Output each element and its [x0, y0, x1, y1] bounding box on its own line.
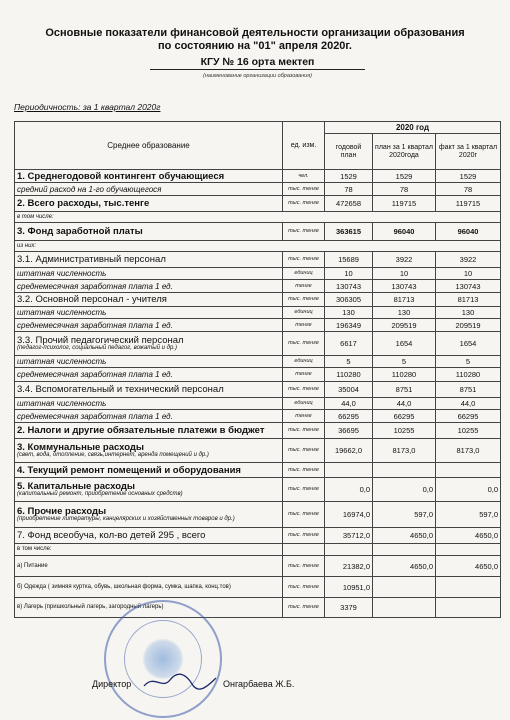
- row-annual-plan: 472658: [325, 196, 373, 212]
- row-q1-fact: 10255: [436, 423, 501, 439]
- row-q1-fact: 0,0: [436, 478, 501, 502]
- row-q1-plan: 1654: [373, 332, 436, 356]
- row-unit: тыс. тенге: [283, 528, 325, 544]
- row-annual-plan: 35712,0: [325, 528, 373, 544]
- row-annual-plan: 10: [325, 268, 373, 280]
- row-label: штатная численность: [15, 307, 283, 319]
- organization-name: КГУ № 16 орта мектеп: [150, 56, 365, 70]
- director-signature: [140, 670, 220, 692]
- row-q1-fact: [436, 463, 501, 478]
- row-label: [15, 439, 283, 463]
- row-label: штатная численность: [15, 268, 283, 280]
- header-education-type: Среднее образование: [15, 122, 283, 170]
- row-label-main: 3. Коммунальные расходы: [17, 441, 145, 453]
- row-q1-plan: 66295: [373, 410, 436, 423]
- row-annual-plan: 3379: [325, 598, 373, 618]
- row-q1-plan: 44,0: [373, 398, 436, 410]
- row-q1-plan: 597,0: [373, 502, 436, 528]
- header-annual-plan: годовой план: [325, 134, 373, 170]
- row-unit: чел.: [283, 170, 325, 183]
- row-unit: тенге: [283, 319, 325, 332]
- row-annual-plan: 36695: [325, 423, 373, 439]
- row-q1-fact: 8173,0: [436, 439, 501, 463]
- table-row: [15, 252, 501, 268]
- row-q1-fact: 66295: [436, 410, 501, 423]
- row-q1-fact: 1654: [436, 332, 501, 356]
- row-annual-plan: 16974,0: [325, 502, 373, 528]
- table-row: [15, 196, 501, 212]
- row-q1-fact: 4650,0: [436, 528, 501, 544]
- row-q1-plan: 5: [373, 356, 436, 368]
- row-label: а) Питание: [15, 556, 283, 577]
- row-annual-plan: 130743: [325, 280, 373, 293]
- row-annual-plan: 130: [325, 307, 373, 319]
- row-annual-plan: 1529: [325, 170, 373, 183]
- table-row: [15, 268, 501, 280]
- official-seal: [104, 600, 222, 718]
- row-unit: тыс. тенге: [283, 463, 325, 478]
- row-annual-plan: 15689: [325, 252, 373, 268]
- table-row: [15, 223, 501, 241]
- director-name: Онгарбаева Ж.Б.: [223, 679, 295, 689]
- row-label: среднемесячная заработная плата 1 ед.: [15, 368, 283, 382]
- row-q1-fact: 8751: [436, 382, 501, 398]
- row-unit: тыс. тенге: [283, 332, 325, 356]
- row-unit: единиц: [283, 356, 325, 368]
- row-q1-fact: 96040: [436, 223, 501, 241]
- director-label: Директор: [92, 679, 132, 689]
- row-q1-plan: 78: [373, 183, 436, 196]
- row-unit: тыс. тенге: [283, 577, 325, 598]
- row-q1-fact: 78: [436, 183, 501, 196]
- row-q1-plan: 0,0: [373, 478, 436, 502]
- row-q1-fact: 81713: [436, 293, 501, 307]
- row-label: 2. Налоги и другие обязательные платежи в бюджет: [15, 423, 283, 439]
- row-q1-fact: 130: [436, 307, 501, 319]
- row-q1-plan: 130743: [373, 280, 436, 293]
- row-annual-plan: 6617: [325, 332, 373, 356]
- row-unit: тыс. тенге: [283, 478, 325, 502]
- row-label-main: 3.3. Прочий педагогический персонал: [17, 334, 184, 346]
- row-q1-plan: 81713: [373, 293, 436, 307]
- table-row: [15, 382, 501, 398]
- row-unit: тыс. тенге: [283, 293, 325, 307]
- row-annual-plan: 66295: [325, 410, 373, 423]
- row-unit: тыс. тенге: [283, 196, 325, 212]
- row-q1-fact: 3922: [436, 252, 501, 268]
- row-annual-plan: 363615: [325, 223, 373, 241]
- table-row: [15, 241, 501, 252]
- row-q1-plan: [373, 577, 436, 598]
- table-row: [15, 170, 501, 183]
- row-annual-plan: 78: [325, 183, 373, 196]
- header-year: 2020 год: [325, 122, 501, 134]
- row-q1-fact: 209519: [436, 319, 501, 332]
- table-row: [15, 502, 501, 528]
- row-q1-plan: [373, 463, 436, 478]
- document-title-line1: Основные показатели финансовой деятельности организации образования: [45, 27, 465, 39]
- row-label: в) Лагерь (пришкольный лагерь, загородный лагерь): [15, 598, 283, 618]
- row-label: из них:: [15, 241, 501, 252]
- row-q1-fact: 119715: [436, 196, 501, 212]
- table-row: [15, 332, 501, 356]
- row-unit: тыс. тенге: [283, 598, 325, 618]
- row-label-sub: (капитальный ремонт, приобретение основных средств): [17, 490, 183, 497]
- row-label: 3.1. Административный персонал: [15, 252, 283, 268]
- row-q1-plan: 130: [373, 307, 436, 319]
- row-q1-plan: [373, 598, 436, 618]
- row-annual-plan: 196349: [325, 319, 373, 332]
- row-label: штатная численность: [15, 398, 283, 410]
- row-annual-plan: 35004: [325, 382, 373, 398]
- header-q1-fact: факт за 1 квартал 2020г: [436, 134, 501, 170]
- row-label: [15, 502, 283, 528]
- row-unit: тыс. тенге: [283, 252, 325, 268]
- row-q1-fact: 5: [436, 356, 501, 368]
- row-annual-plan: 19662,0: [325, 439, 373, 463]
- row-label: среднемесячная заработная плата 1 ед.: [15, 410, 283, 423]
- row-unit: единиц: [283, 268, 325, 280]
- table-row: [15, 368, 501, 382]
- row-annual-plan: 0,0: [325, 478, 373, 502]
- row-label-sub: (свет, вода, отопление, связь,интернет, аренда помещений и др.): [17, 451, 209, 458]
- row-annual-plan: 21382,0: [325, 556, 373, 577]
- row-unit: [283, 544, 325, 556]
- row-q1-plan: 10255: [373, 423, 436, 439]
- row-q1-plan: 8751: [373, 382, 436, 398]
- row-q1-plan: 4650,0: [373, 556, 436, 577]
- row-unit: единиц: [283, 307, 325, 319]
- table-row: [15, 439, 501, 463]
- document-title-line2: по состоянию на "01" апреля 2020г.: [158, 40, 352, 52]
- table-row: [15, 183, 501, 196]
- row-q1-fact: [436, 598, 501, 618]
- row-unit: тыс. тенге: [283, 556, 325, 577]
- row-label: в том числе:: [15, 212, 501, 223]
- table-row: [15, 544, 501, 556]
- row-unit: тыс. тенге: [283, 502, 325, 528]
- row-label: 3. Фонд заработной платы: [15, 223, 283, 241]
- row-q1-fact: [436, 544, 501, 556]
- header-q1-plan: план за 1 квартал 2020года: [373, 134, 436, 170]
- periodicity-text: Периодичность: за 1 квартал 2020г: [14, 102, 161, 112]
- header-unit: ед. изм.: [283, 122, 325, 170]
- table-row: [15, 398, 501, 410]
- row-annual-plan: 5: [325, 356, 373, 368]
- table-row: [15, 410, 501, 423]
- row-label: 2. Всего расходы, тыс.тенге: [15, 196, 283, 212]
- row-label-main: 5. Капитальные расходы: [17, 480, 136, 492]
- row-annual-plan: 10951,0: [325, 577, 373, 598]
- row-annual-plan: [325, 544, 373, 556]
- row-q1-plan: 8173,0: [373, 439, 436, 463]
- row-q1-fact: 44,0: [436, 398, 501, 410]
- row-q1-plan: 1529: [373, 170, 436, 183]
- row-label: 3.2. Основной персонал - учителя: [15, 293, 283, 307]
- row-label: [15, 478, 283, 502]
- row-q1-fact: 110280: [436, 368, 501, 382]
- row-unit: тенге: [283, 410, 325, 423]
- row-annual-plan: 306305: [325, 293, 373, 307]
- row-label: средний расход на 1-го обучающегося: [15, 183, 283, 196]
- row-q1-fact: 1529: [436, 170, 501, 183]
- table-row: [15, 423, 501, 439]
- row-q1-plan: [373, 544, 436, 556]
- table-row: [15, 280, 501, 293]
- row-label: в том числе:: [15, 544, 283, 556]
- financial-indicators-table: [14, 121, 501, 618]
- row-q1-fact: 597,0: [436, 502, 501, 528]
- table-row: [15, 556, 501, 577]
- row-label: [15, 332, 283, 356]
- row-unit: тыс. тенге: [283, 439, 325, 463]
- row-unit: тенге: [283, 368, 325, 382]
- row-unit: тыс. тенге: [283, 223, 325, 241]
- row-q1-fact: 4650,0: [436, 556, 501, 577]
- table-row: [15, 577, 501, 598]
- row-label-main: 6. Прочие расходы: [17, 505, 107, 517]
- row-q1-fact: 10: [436, 268, 501, 280]
- row-label: 4. Текущий ремонт помещений и оборудования: [15, 463, 283, 478]
- row-label: 1. Среднегодовой контингент обучающиеся: [15, 170, 283, 183]
- row-label: среднемесячная заработная плата 1 ед.: [15, 319, 283, 332]
- row-unit: тыс. тенге: [283, 423, 325, 439]
- row-q1-plan: 119715: [373, 196, 436, 212]
- row-label-sub: (приобретение литературы, канцелярских и хозяйственных товаров и др.): [17, 515, 235, 522]
- row-label: среднемесячная заработная плата 1 ед.: [15, 280, 283, 293]
- table-row: [15, 598, 501, 618]
- row-q1-plan: 209519: [373, 319, 436, 332]
- row-annual-plan: [325, 463, 373, 478]
- row-label: б) Одежда ( зимняя куртка, обувь, школьная форма, сумка, шапка, конц.тов): [15, 577, 283, 598]
- row-q1-plan: 96040: [373, 223, 436, 241]
- row-unit: тыс. тенге: [283, 183, 325, 196]
- row-annual-plan: 110280: [325, 368, 373, 382]
- row-q1-fact: [436, 577, 501, 598]
- table-row: [15, 212, 501, 223]
- row-unit: тенге: [283, 280, 325, 293]
- table-row: [15, 293, 501, 307]
- row-q1-plan: 4650,0: [373, 528, 436, 544]
- row-label: штатная численность: [15, 356, 283, 368]
- row-q1-plan: 3922: [373, 252, 436, 268]
- table-row: [15, 528, 501, 544]
- table-row: [15, 463, 501, 478]
- table-row: [15, 356, 501, 368]
- row-label: 3.4. Вспомогательный и технический персонал: [15, 382, 283, 398]
- table-row: [15, 478, 501, 502]
- row-unit: тыс. тенге: [283, 382, 325, 398]
- table-row: [15, 319, 501, 332]
- row-unit: единиц: [283, 398, 325, 410]
- row-annual-plan: 44,0: [325, 398, 373, 410]
- row-q1-fact: 130743: [436, 280, 501, 293]
- row-label-sub: (педагог-психолог, социальный педагог, вожатый и др.): [17, 344, 177, 351]
- organization-note: (наименование организации образования): [203, 73, 312, 79]
- row-label: 7. Фонд всеобуча, кол-во детей 295 , всего: [15, 528, 283, 544]
- row-q1-plan: 110280: [373, 368, 436, 382]
- table-row: [15, 307, 501, 319]
- row-q1-plan: 10: [373, 268, 436, 280]
